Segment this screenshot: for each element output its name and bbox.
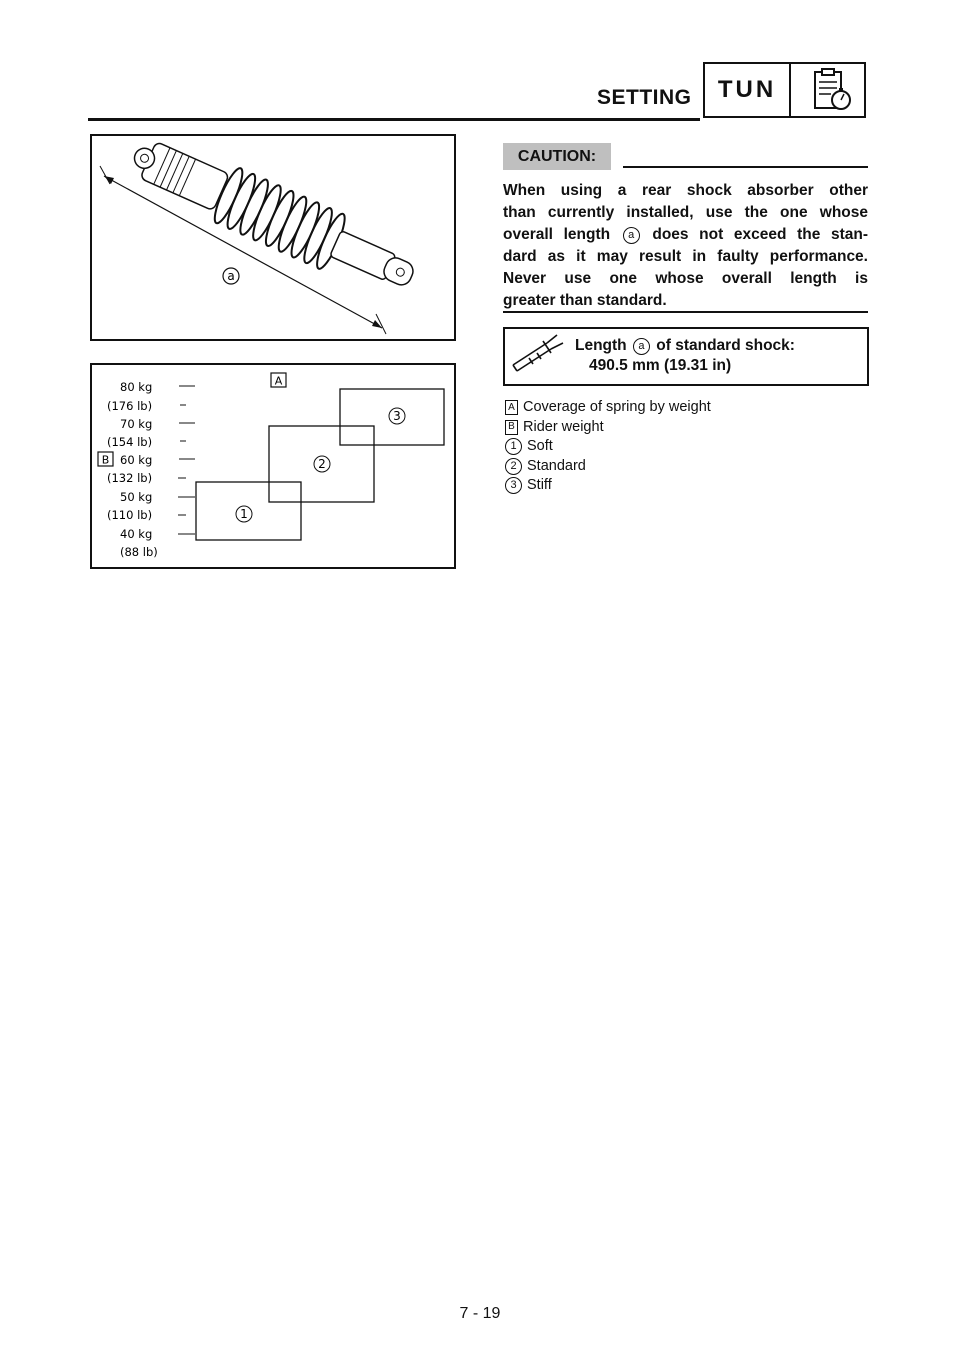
- section-title: SETTING: [597, 86, 692, 109]
- tab-tun: [703, 62, 866, 118]
- length-marker: a: [623, 227, 640, 244]
- caution-text: [503, 180, 868, 312]
- legend-text: Stiff: [527, 477, 552, 493]
- legend-key: A: [505, 400, 518, 415]
- weight-label: (88 lb): [120, 545, 158, 559]
- caution-rule-bottom: [503, 311, 868, 313]
- page-number: 7 - 19: [459, 1305, 501, 1322]
- legend-item: [505, 398, 711, 418]
- weight-axis: [107, 380, 158, 559]
- caution-line: Never use one whose overall length is: [503, 270, 868, 287]
- legend-item: [505, 476, 711, 496]
- spec-value: 490.5 mm (19.31 in): [589, 357, 732, 374]
- spec-label: [575, 337, 795, 355]
- chart-label-B: B: [101, 453, 110, 467]
- weight-label: (132 lb): [107, 471, 153, 485]
- weight-label: 70 kg: [120, 417, 153, 431]
- caution-line: When using a rear shock absorber other: [503, 182, 868, 199]
- weight-label: (110 lb): [107, 508, 153, 522]
- box-label-soft: 1: [240, 507, 248, 521]
- weight-label: (154 lb): [107, 435, 153, 449]
- caliper-icon: [507, 331, 567, 383]
- header-rule: [88, 118, 700, 121]
- spec-label-suffix: of standard shock:: [656, 337, 795, 354]
- weight-label: 60 kg: [120, 453, 153, 467]
- weight-label: 40 kg: [120, 527, 153, 541]
- shock-length-label: a: [227, 269, 235, 283]
- tab-tun-label: TUN: [705, 64, 791, 116]
- chart-label-A: A: [274, 374, 283, 388]
- caution-line: than currently installed, use the one whose: [503, 204, 868, 221]
- legend-text: Coverage of spring by weight: [523, 399, 711, 415]
- box-label-standard: 2: [318, 457, 326, 471]
- spec-box: [503, 327, 869, 386]
- weight-label: (176 lb): [107, 399, 153, 413]
- caution-rule-top: [623, 166, 868, 168]
- shock-absorber-figure: [90, 134, 456, 341]
- caution-badge: CAUTION:: [503, 143, 611, 170]
- legend-item: [505, 437, 711, 457]
- legend-text: Rider weight: [523, 418, 604, 435]
- legend-key: 1: [505, 438, 522, 455]
- weight-label: 50 kg: [120, 490, 153, 504]
- spec-label-prefix: Length: [575, 337, 627, 354]
- caution-line: greater than standard.: [503, 292, 667, 309]
- caution-line: dard as it may result in faulty performance.: [503, 248, 868, 265]
- spring-coverage-drawing: [92, 365, 454, 567]
- length-marker: a: [633, 338, 650, 355]
- caution-line-part: does not exceed the stan-: [652, 226, 869, 243]
- clipboard-stopwatch-icon: [801, 68, 861, 112]
- legend: [505, 398, 711, 496]
- legend-item: [505, 418, 711, 438]
- caution-line: [503, 224, 868, 246]
- shock-absorber-drawing: [92, 136, 454, 339]
- legend-key: B: [505, 420, 518, 435]
- spring-coverage-chart: [90, 363, 456, 569]
- weight-ticks: [178, 386, 195, 534]
- legend-item: [505, 457, 711, 477]
- legend-text: Standard: [527, 457, 586, 474]
- weight-label: 80 kg: [120, 380, 153, 394]
- legend-text: Soft: [527, 438, 553, 454]
- caution-line-part: overall length: [503, 226, 611, 243]
- legend-key: 2: [505, 458, 522, 475]
- legend-key: 3: [505, 477, 522, 494]
- box-label-stiff: 3: [393, 409, 401, 423]
